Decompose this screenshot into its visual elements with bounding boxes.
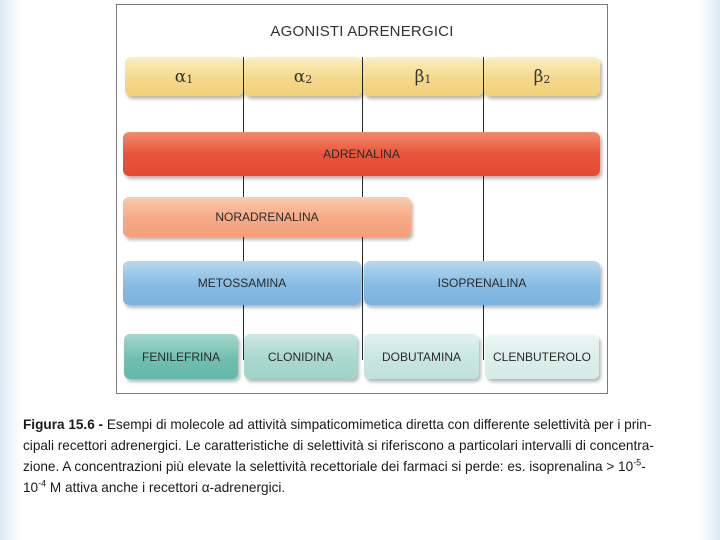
caption-text-4-base: 10	[23, 480, 39, 495]
bar-fenilefrina: FENILEFRINA	[124, 334, 238, 379]
caption-exponent-2: -4	[38, 478, 47, 489]
bar-noradrenalina: NORADRENALINA	[123, 197, 411, 237]
bar-clonidina: CLONIDINA	[244, 334, 357, 379]
caption-exponent-1: -5	[633, 457, 642, 468]
receptor-alpha2-symbol: α	[293, 66, 306, 87]
receptor-alpha2-subscript: 2	[305, 73, 313, 86]
adrenergic-agonists-diagram	[116, 4, 608, 394]
figure-label: Figura 15.6 -	[23, 417, 104, 432]
bar-dobutamina: DOBUTAMINA	[364, 334, 479, 379]
bar-clenbuterolo: CLENBUTEROLO	[485, 334, 599, 379]
receptor-beta1	[363, 57, 483, 96]
caption-line-1	[23, 414, 695, 435]
receptor-beta1-subscript: 1	[424, 73, 432, 86]
receptor-alpha1	[125, 57, 243, 96]
bar-isoprenalina: ISOPRENALINA	[364, 261, 600, 305]
receptor-alpha2	[244, 57, 362, 96]
receptor-beta2	[484, 57, 600, 96]
caption-line-4	[23, 477, 695, 498]
receptor-beta1-symbol: β	[414, 66, 425, 87]
receptor-beta2-subscript: 2	[543, 73, 551, 86]
bar-adrenalina: ADRENALINA	[123, 132, 600, 176]
receptor-alpha1-subscript: 1	[186, 73, 194, 86]
receptor-alpha1-symbol: α	[174, 66, 187, 87]
diagram-title: AGONISTI ADRENERGICI	[270, 23, 454, 40]
caption-text-4: M attiva anche i recettori α-adrenergici.	[46, 480, 286, 495]
caption-text-1: Esempi di molecole ad attività simpaticomimetica diretta con differente selettività per i prin-	[106, 417, 652, 432]
column-divider-3	[483, 57, 484, 360]
figure-caption	[23, 414, 695, 498]
bar-metossamina: METOSSAMINA	[123, 261, 361, 305]
caption-line-3	[23, 456, 695, 477]
receptor-beta2-symbol: β	[533, 66, 544, 87]
caption-text-3: zione. A concentrazioni più elevate la selettività recettoriale dei farmaci si perde: es. isoprenalina > 10	[23, 459, 634, 474]
caption-line-2: cipali recettori adrenergici. Le caratteristiche di selettività si riferiscono a particolari intervalli di concentra-	[23, 438, 654, 453]
caption-dash: -	[641, 459, 646, 474]
